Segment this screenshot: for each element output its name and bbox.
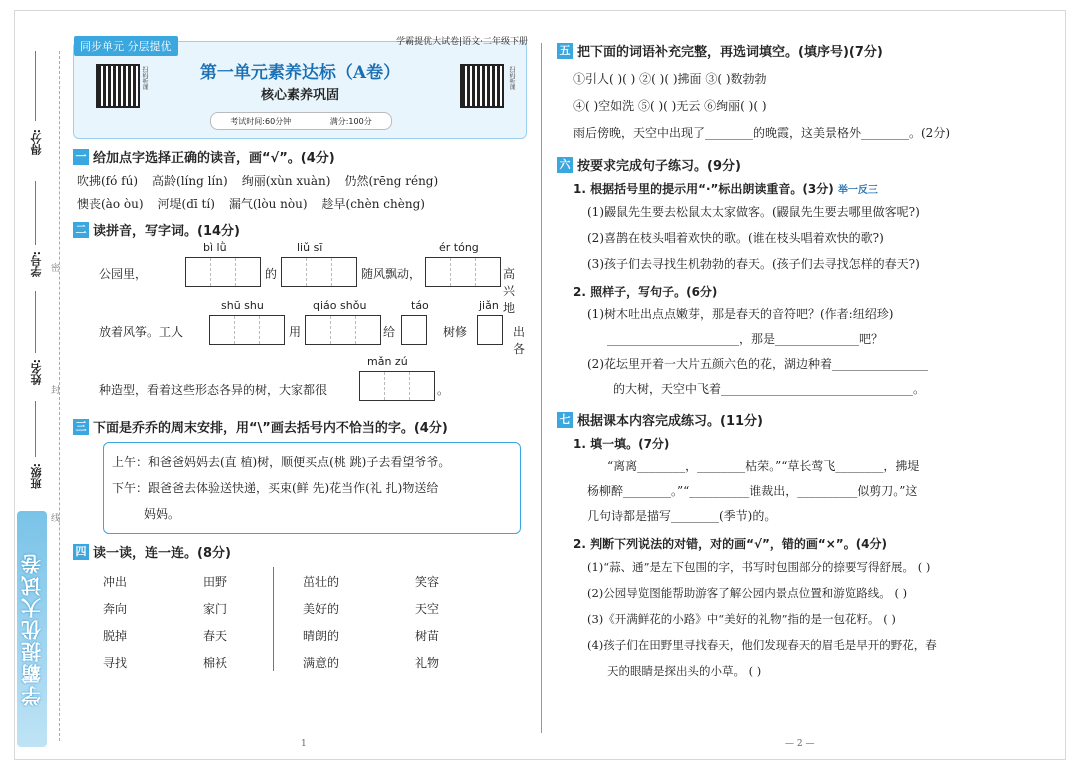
weekend-plan-box: 上午：和爸爸妈妈去(直 植)树，顺便买点(桃 跳)子去看望爷爷。 下午：跟爸爸去体验送快递，买束(鲜 先)花当作(礼 扎)物送给 妈妈。 bbox=[103, 442, 521, 534]
left-column bbox=[73, 37, 528, 675]
q7-2: 2. 判断下列说法的对错，对的画“√”，错的画“×”。(4分) bbox=[573, 537, 888, 551]
cut-mark-1: 密 bbox=[51, 264, 61, 274]
exam-title: 第一单元素养达标（A卷） bbox=[199, 63, 401, 83]
q6-2-body: (1)树木吐出点点嫩芽，那是春天的音符吧？(作者:纽绍珍) ______________________，那是______________吧？ (2)花坛里开着一大片五颜六色的花，湖边种着________________ 的大树，天空中飞着________________________________。 bbox=[587, 307, 928, 396]
section-1-header: 一 给加点字选择正确的读音，画“√”。(4分) bbox=[73, 147, 525, 166]
class-line bbox=[35, 401, 36, 457]
pinyin-row-2: 懊丧(ào òu) 河堤(dī tí) 漏气(lòu nòu) 趁早(chèn chèng) bbox=[77, 197, 425, 211]
series-name: 学霸提优大试卷|语文·二年级下册 bbox=[396, 37, 528, 47]
pinyin-write-line-3: mǎn zú 种造型，看着这些形态各异的树，大家都很 。 bbox=[73, 355, 525, 409]
class-label: 班级: bbox=[30, 463, 43, 490]
writing-grid[interactable] bbox=[401, 315, 427, 345]
match-divider bbox=[273, 567, 275, 671]
series-tag: 同步单元 分层提优 bbox=[74, 36, 178, 56]
brand-logo: 学霸提优大试卷 bbox=[17, 511, 47, 747]
writing-grid[interactable] bbox=[305, 315, 381, 345]
matching-exercise: 冲出 奔向 脱掉 寻找 田野 家门 春天 棉袄 茁壮的 美好的 晴朗的 满意的 笑容 天空 树苗 礼物 bbox=[73, 565, 525, 675]
exam-subtitle: 核心素养巩固 bbox=[260, 88, 339, 103]
q7-2-body: (1)“蒜、通”是左下包围的字，书写时包围部分的捺要写得舒展。 ( ) (2)公园导览图能帮助游客了解公园内景点位置和游览路线。 ( ) (3)《开满鲜花的小路》中“美好的礼物”指的是一包花籽。 ( ) (4)孩子们在田野里寻找春天，他们发现春天的眉毛是早开的野花，春 天的眼睛是探出头的小草。 ( ) bbox=[587, 560, 937, 678]
page-number-right: — 2 — bbox=[785, 739, 815, 749]
qr-caption: 扫码听课 bbox=[141, 66, 148, 90]
pinyin-write-line-1: bì lǜ liǔ sī ér tóng 公园里， 的 随风飘动， 高兴地 bbox=[99, 241, 516, 315]
pinyin-row-1: 吹拂(fó fú) 高龄(líng lín) 绚丽(xùn xuàn) 仍然(rēng réng) bbox=[77, 174, 439, 188]
cut-mark-3: 线 bbox=[51, 514, 61, 524]
score-line bbox=[35, 51, 36, 121]
section-7-header: 七 根据课本内容完成练习。(11分) bbox=[557, 410, 1047, 429]
exam-score: 满分:100分 bbox=[329, 116, 372, 126]
column-divider bbox=[541, 43, 542, 733]
cut-mark-2: 封 bbox=[51, 386, 61, 396]
writing-grid[interactable] bbox=[359, 371, 435, 401]
writing-grid[interactable] bbox=[185, 257, 261, 287]
practice-tag: 举一反三 bbox=[837, 185, 878, 196]
section-6-header: 六 按要求完成句子练习。(9分) bbox=[557, 155, 1047, 174]
writing-grid[interactable] bbox=[209, 315, 285, 345]
section-2-header: 二 读拼音，写字词。(14分) bbox=[73, 220, 525, 239]
id-line bbox=[35, 181, 36, 245]
exam-header bbox=[73, 37, 528, 139]
q6-1-body: (1)鼹鼠先生要去松鼠太太家做客。(鼹鼠先生要去哪里做客呢?) (2)喜鹊在枝头唱着欢快的歌。(谁在枝头唱着欢快的歌?) (3)孩子们去寻找生机勃勃的春天。(孩子们去寻找怎样的春天?) bbox=[587, 205, 920, 271]
exam-page bbox=[14, 10, 1066, 760]
exam-meta bbox=[210, 112, 392, 130]
binding-strip bbox=[15, 11, 71, 759]
cut-line bbox=[59, 51, 60, 741]
q6-1: 1. 根据括号里的提示用“·”标出朗读重音。(3分) 举一反三 bbox=[573, 182, 878, 196]
writing-grid[interactable] bbox=[477, 315, 503, 345]
writing-grid[interactable] bbox=[281, 257, 357, 287]
exam-time: 考试时间:60分钟 bbox=[230, 116, 292, 126]
right-column bbox=[557, 41, 1047, 684]
section-4-header: 四 读一读，连一连。(8分) bbox=[73, 542, 525, 561]
q6-2: 2. 照样子，写句子。(6分) bbox=[573, 285, 718, 299]
section-5-body: ①引人( )( ) ②( )( )拂面 ③( )数勃勃 ④( )空如洗 ⑤( )( )无云 ⑥绚丽( )( ) 雨后傍晚，天空中出现了________的晚霞，这美景格外________。(2分) bbox=[573, 72, 951, 140]
section-5-header: 五 把下面的词语补充完整，再选词填空。(填序号)(7分) bbox=[557, 41, 1047, 60]
pinyin-write-line-2: shū shu qiáo shǒu táo jiǎn 放着风筝。工人 用 给 树修 出各 bbox=[99, 299, 526, 356]
section-3-header: 三 下面是乔乔的周末安排，用“\”画去括号内不恰当的字。(4分) bbox=[73, 417, 525, 436]
writing-grid[interactable] bbox=[425, 257, 501, 287]
name-line bbox=[35, 291, 36, 353]
qr-caption: 扫码听课 bbox=[508, 66, 515, 90]
page-number-left: 1 bbox=[301, 739, 307, 749]
student-id-label: 学号: bbox=[30, 251, 43, 278]
name-label: 姓名: bbox=[30, 359, 43, 386]
score-label: 得分: bbox=[30, 129, 43, 156]
q7-1: 1. 填一填。(7分) bbox=[573, 437, 670, 451]
q7-1-body[interactable]: “离离________，________枯荣。”“草长莺飞________，拂堤 杨柳醉________。”“__________谁裁出，__________似剪刀。”这 几句诗都是描写________(季节)的。 bbox=[587, 459, 920, 523]
